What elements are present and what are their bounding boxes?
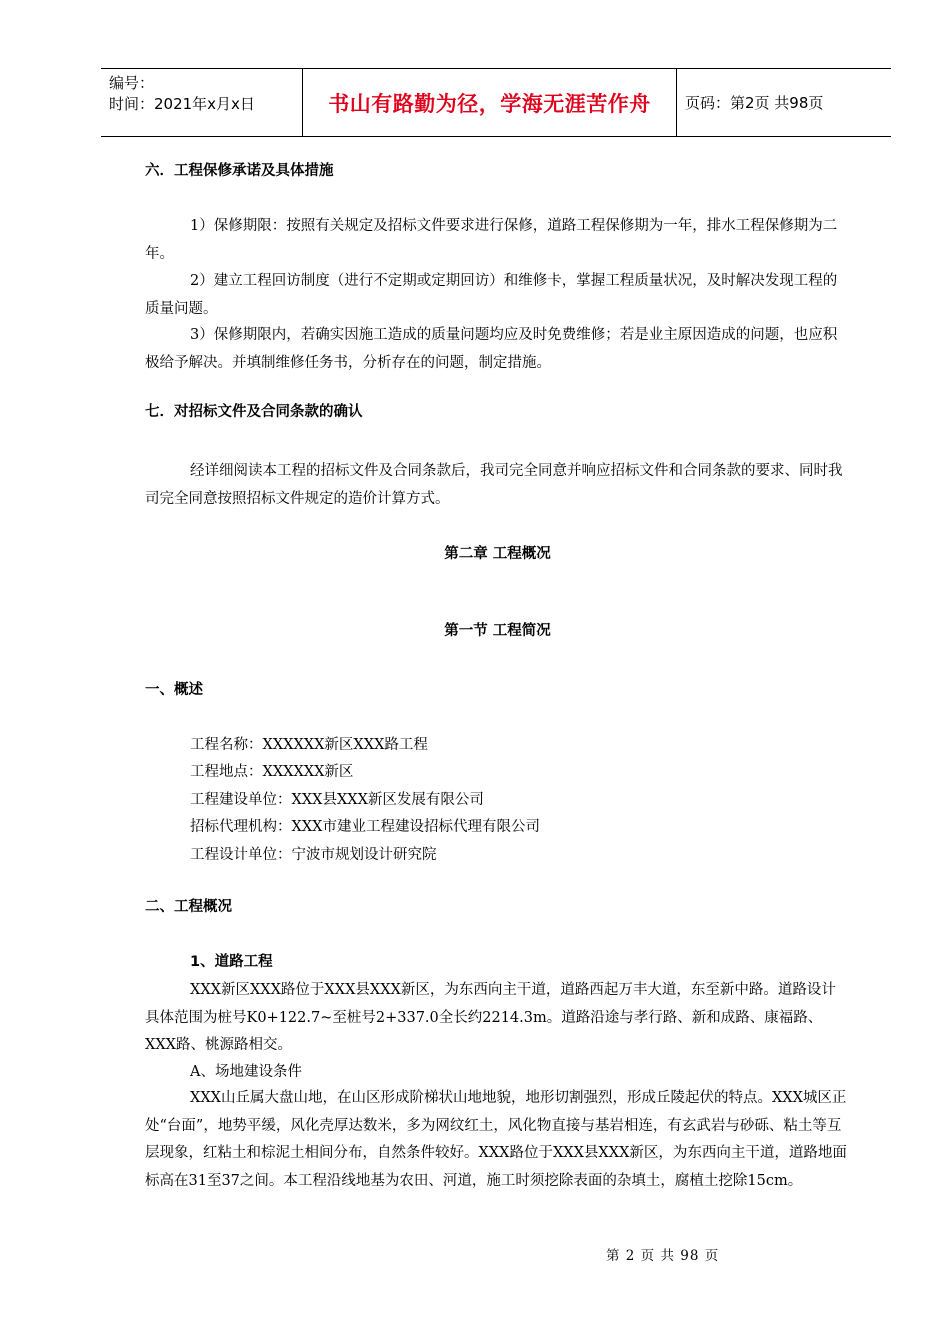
date-label: 时间：2021年x月x日 — [109, 95, 255, 113]
header-divider — [676, 69, 677, 136]
document-header — [101, 68, 891, 137]
section-7-paragraph-1: 经详细阅读本工程的招标文件及合同条款后，我司完全同意并响应招标文件和合同条款的要求、同时我司完全同意按照招标文件规定的造价计算方式。 — [145, 463, 843, 507]
site-subtitle: A、场地建设条件 — [190, 1064, 302, 1080]
chapter-title: 第二章 工程概况 — [444, 546, 551, 562]
road-paragraph: XXX新区XXX路位于XXX县XXX新区，为东西向主干道，道路西起万丰大道，东至新中路。道路设计具体范围为桩号K0+122.7~至桩号2+337.0全长约2214.3m。道路沿途与孝行路、新和成路、康福路、XXX路、桃源路相交。 — [145, 982, 836, 1053]
project-agent: 招标代理机构：XXX市建业工程建设招标代理有限公司 — [190, 819, 540, 835]
site-paragraph: XXX山丘属大盘山地，在山区形成阶梯状山地地貌，地形切割强烈，形成丘陵起伏的特点。XXX城区正处“台面”，地势平缓，风化壳厚达数米，多为网纹红土，风化物直接与基岩相连，有玄武岩与砂砾、粘土等互层现象，红粘土和棕泥土相间分布，自然条件较好。XXX路位于XXX县XXX新区，为东西向主干道，道路地面标高在31至37之间。本工程沿线地基为农田、河道，施工时须挖除表面的杂填土，腐植土挖除15cm。 — [145, 1090, 847, 1189]
road-title: 1、道路工程 — [190, 954, 273, 970]
section-title: 第一节 工程简况 — [444, 623, 551, 639]
project-location: 工程地点：XXXXXX新区 — [190, 764, 354, 780]
section-6-paragraph-2: 2）建立工程回访制度（进行不定期或定期回访）和维修卡，掌握工程质量状况，及时解决发现工程的质量问题。 — [145, 273, 838, 317]
header-meta — [109, 73, 299, 115]
section-7-title: 七．对招标文件及合同条款的确认 — [145, 404, 363, 420]
page-footer: 第 2 页 共 98 页 — [606, 1248, 720, 1264]
serial-label: 编号： — [109, 74, 155, 92]
overview-title: 一、概述 — [145, 682, 203, 698]
project-name: 工程名称：XXXXXX新区XXX路工程 — [190, 737, 428, 753]
general-title: 二、工程概况 — [145, 899, 232, 915]
header-motto: 书山有路勤为径，学海无涯苦作舟 — [328, 91, 651, 116]
section-6-title: 六．工程保修承诺及具体措施 — [145, 163, 334, 179]
project-designer: 工程设计单位：宁波市规划设计研究院 — [190, 847, 437, 863]
section-6-paragraph-3: 3）保修期限内，若确实因施工造成的质量问题均应及时免费维修；若是业主原因造成的问题，也应积极给予解决。并填制维修任务书，分析存在的问题，制定措施。 — [145, 327, 838, 371]
header-page-label: 页码：第2页 共98页 — [685, 94, 824, 112]
section-6-paragraph-1: 1）保修期限：按照有关规定及招标文件要求进行保修，道路工程保修期为一年，排水工程保修期为二年。 — [145, 218, 838, 262]
project-builder: 工程建设单位：XXX县XXX新区发展有限公司 — [190, 792, 484, 808]
